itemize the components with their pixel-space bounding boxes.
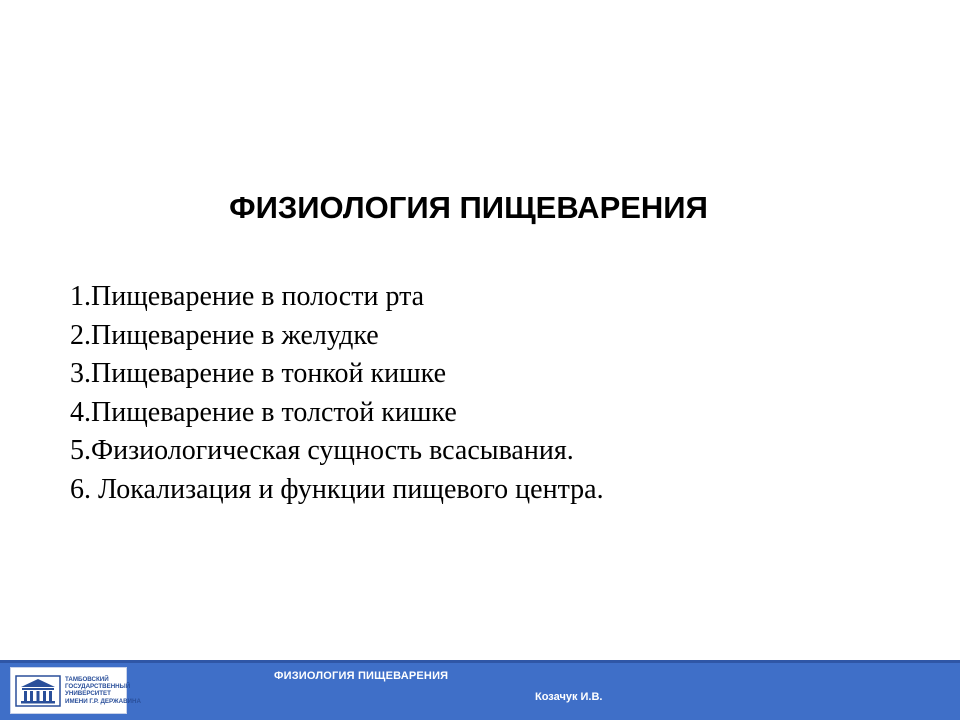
topic-item: 3.Пищеварение в тонкой кишке	[70, 358, 447, 389]
logo-text	[65, 676, 141, 705]
topic-item: 1.Пищеварение в полости рта	[70, 281, 425, 312]
footer-author: Козачук И.В.	[535, 691, 603, 703]
university-logo	[10, 667, 141, 714]
topic-item: 4.Пищеварение в толстой кишке	[70, 396, 457, 428]
footer-bar	[0, 660, 960, 720]
topic-item: 5.Физиологическая сущность всасывания.	[70, 435, 574, 466]
logo-text-line: ТАМБОВСКИЙ	[65, 676, 109, 683]
logo-text-line: ИМЕНИ Г.Р. ДЕРЖАВИНА	[65, 697, 141, 705]
logo-text-line: УНИВЕРСИТЕТ	[65, 690, 111, 698]
university-building-logo-icon	[15, 675, 61, 707]
topic-item: 2.Пищеварение в желудке	[70, 319, 379, 351]
logo-text-line: ГОСУДАРСТВЕННЫЙ	[65, 683, 131, 691]
footer-title: ФИЗИОЛОГИЯ ПИЩЕВАРЕНИЯ	[274, 670, 449, 682]
footer-divider	[0, 660, 960, 663]
slide-title: ФИЗИОЛОГИЯ ПИЩЕВАРЕНИЯ	[229, 190, 708, 225]
topic-item: 6. Локализация и функции пищевого центра.	[70, 473, 604, 505]
topic-list	[70, 278, 604, 509]
